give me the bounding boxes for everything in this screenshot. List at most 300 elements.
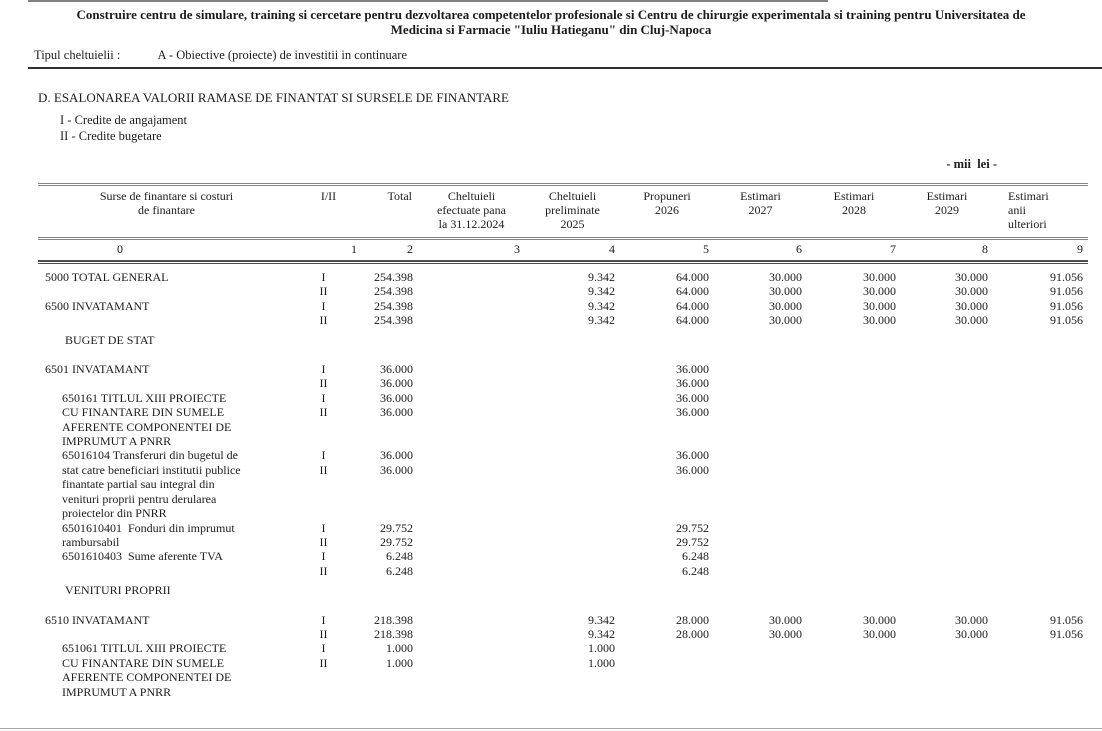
row-label: 5000 TOTAL GENERAL	[38, 261, 295, 284]
table-row	[38, 405, 1088, 419]
cell-value-col5: 64.000	[676, 313, 709, 328]
legend-credite-bugetare: II - Credite bugetare	[60, 129, 162, 143]
expense-type-label: Tipul cheltuielii :	[34, 48, 121, 62]
cell-value-col7	[807, 420, 901, 434]
cell-value-col2	[362, 685, 418, 699]
cell-value-col7	[807, 362, 901, 376]
cell-value-col2	[362, 333, 418, 347]
cell-value-col5: 36.000	[676, 390, 709, 405]
table-header	[38, 183, 1088, 240]
cell-value-col8	[901, 448, 993, 462]
cell-value-col8	[901, 420, 993, 434]
cell-value-col8	[901, 549, 993, 563]
cell-value-col4	[525, 477, 620, 491]
cell-value-col2: 218.398	[374, 626, 413, 641]
cell-value-col6: 30.000	[769, 313, 802, 328]
cell-value-col6: 30.000	[769, 612, 802, 627]
cell-value-col5: 36.000	[676, 405, 709, 420]
cell-value-col8	[901, 434, 993, 448]
cell-value-col6: 30.000	[769, 298, 802, 313]
cell-value-col7	[807, 492, 901, 506]
cell-value-col3	[418, 376, 525, 390]
cell-value-col3	[418, 299, 525, 313]
cell-value-col2: 29.752	[380, 534, 413, 549]
cell-value-col6	[714, 583, 807, 597]
table-row	[38, 376, 1088, 390]
cell-value-col3	[418, 613, 525, 627]
cell-value-col5: 36.000	[676, 362, 709, 377]
cell-value-col4	[525, 583, 620, 597]
cell-value-col5: 28.000	[676, 612, 709, 627]
table-row	[38, 362, 1088, 376]
credit-type: II	[319, 313, 328, 328]
row-label: 650161 TITLUL XIII PROIECTE	[62, 390, 227, 405]
currency-unit-label: - mii lei -	[946, 157, 997, 171]
cell-value-col3	[418, 656, 525, 670]
cell-value-col7: 30.000	[863, 612, 896, 627]
cell-value-col5	[620, 583, 714, 597]
cell-value-col2: 1.000	[386, 641, 413, 656]
cell-value-col2: 254.398	[374, 313, 413, 328]
cell-value-col7	[807, 549, 901, 563]
cell-value-col6	[714, 463, 807, 477]
col-header-8: Estimari 2029	[901, 183, 993, 240]
table-row	[38, 627, 1088, 641]
cell-value-col5: 36.000	[676, 462, 709, 477]
cell-value-col3	[418, 670, 525, 684]
cell-value-col8	[901, 405, 993, 419]
credit-type: I	[295, 261, 362, 284]
row-label: rambursabil	[62, 534, 120, 549]
cell-value-col3	[418, 284, 525, 298]
row-label: 6510 INVATAMANT	[45, 612, 150, 627]
col-header-2: Total	[362, 183, 418, 240]
cell-value-col3	[418, 477, 525, 491]
row-label	[38, 376, 295, 390]
row-label: 6500 INVATAMANT	[45, 298, 150, 313]
row-label	[38, 284, 295, 298]
cell-value-col9: 91.056	[993, 261, 1088, 284]
cell-value-col9: 91.056	[1050, 284, 1083, 299]
cell-value-col8	[901, 463, 993, 477]
table-row	[38, 420, 1088, 434]
cell-value-col9	[993, 391, 1088, 405]
cell-value-col8: 30.000	[955, 284, 988, 299]
cell-value-col9	[993, 564, 1088, 578]
cell-value-col9	[993, 477, 1088, 491]
row-label: stat catre beneficiari institutii publice	[62, 462, 241, 477]
cell-value-col3	[418, 535, 525, 549]
cell-value-col6	[714, 420, 807, 434]
credit-type: I	[321, 612, 326, 627]
table-row	[38, 463, 1088, 477]
cell-value-col7	[807, 583, 901, 597]
cell-value-col9	[993, 685, 1088, 699]
row-label	[38, 313, 295, 327]
cell-value-col3	[418, 405, 525, 419]
cell-value-col5: 6.248	[682, 563, 709, 578]
cell-value-col2: 254.398	[374, 298, 413, 313]
cell-value-col7	[807, 333, 901, 347]
cell-value-col5	[620, 477, 714, 491]
cell-value-col5: 29.752	[676, 534, 709, 549]
cell-value-col9	[993, 506, 1088, 520]
cell-value-col4	[525, 463, 620, 477]
cell-value-col4	[525, 333, 620, 347]
cell-value-col5: 28.000	[676, 626, 709, 641]
col-header-1: I/II	[295, 183, 362, 240]
cell-value-col4	[525, 535, 620, 549]
col-header-9: Estimari anii ulteriori	[993, 183, 1088, 240]
table-row	[38, 670, 1088, 684]
table-row	[38, 261, 1088, 284]
cell-value-col5	[620, 420, 714, 434]
cell-value-col9	[993, 670, 1088, 684]
cell-value-col4	[525, 376, 620, 390]
document-title	[0, 0, 1102, 37]
row-label: BUGET DE STAT	[65, 332, 155, 347]
cell-value-col7: 30.000	[863, 626, 896, 641]
cell-value-col7	[807, 564, 901, 578]
row-label	[38, 564, 295, 578]
cell-value-col2	[362, 477, 418, 491]
credit-type: I	[321, 298, 326, 313]
cell-value-col4	[525, 362, 620, 376]
cell-value-col6	[714, 434, 807, 448]
credit-type: II	[319, 405, 328, 420]
cell-value-col8: 30.000	[955, 298, 988, 313]
cell-value-col2: 36.000	[380, 376, 413, 391]
cell-value-col7: 30.000	[863, 298, 896, 313]
cell-value-col9	[993, 521, 1088, 535]
cell-value-col2: 254.398	[362, 261, 418, 284]
cell-value-col2: 254.398	[374, 284, 413, 299]
table-row	[38, 564, 1088, 578]
cell-value-col8	[901, 492, 993, 506]
credit-type: I	[321, 549, 326, 564]
cell-value-col9: 91.056	[1050, 313, 1083, 328]
spacer-cell	[38, 598, 1088, 613]
cell-value-col2: 36.000	[380, 362, 413, 377]
cell-value-col9	[993, 434, 1088, 448]
col-index-2: 2	[362, 240, 418, 261]
cell-value-col6	[714, 376, 807, 390]
credit-type: II	[319, 376, 328, 391]
cell-value-col5: 64.000	[676, 284, 709, 299]
cell-value-col3	[418, 362, 525, 376]
cell-value-col6	[714, 506, 807, 520]
cell-value-col4	[525, 434, 620, 448]
cell-value-col3	[418, 261, 525, 284]
row-label: 651061 TITLUL XIII PROIECTE	[62, 641, 227, 656]
credit-type: II	[319, 534, 328, 549]
cell-value-col5	[620, 506, 714, 520]
table-row	[38, 583, 1088, 597]
credit-type: I	[321, 362, 326, 377]
cell-value-col9	[993, 405, 1088, 419]
row-label: CU FINANTARE DIN SUMELE	[62, 405, 225, 420]
cell-value-col3	[418, 463, 525, 477]
credit-type	[295, 506, 362, 520]
cell-value-col9	[993, 535, 1088, 549]
cell-value-col9	[993, 448, 1088, 462]
credit-type	[295, 583, 362, 597]
cell-value-col2: 1.000	[386, 655, 413, 670]
cell-value-col3	[418, 333, 525, 347]
cell-value-col6	[714, 564, 807, 578]
cell-value-col9	[993, 376, 1088, 390]
cell-value-col2: 36.000	[380, 448, 413, 463]
cell-value-col4: 1.000	[588, 655, 615, 670]
cell-value-col3	[418, 420, 525, 434]
table-body	[38, 240, 1088, 699]
credit-type: II	[319, 563, 328, 578]
cell-value-col2: 29.752	[380, 520, 413, 535]
row-label: IMPRUMUT A PNRR	[62, 434, 172, 449]
credit-type: II	[319, 655, 328, 670]
scan-edge-artifact	[28, 0, 828, 2]
cell-value-col7	[807, 477, 901, 491]
cell-value-col7: 30.000	[863, 284, 896, 299]
cell-value-col9	[993, 549, 1088, 563]
cell-value-col2	[362, 583, 418, 597]
table-row	[38, 535, 1088, 549]
cell-value-col4	[525, 685, 620, 699]
cell-value-col8	[901, 641, 993, 655]
cell-value-col7	[807, 463, 901, 477]
cell-value-col5	[620, 685, 714, 699]
col-index-0: 0	[38, 240, 295, 261]
cell-value-col8	[901, 583, 993, 597]
cell-value-col4	[525, 492, 620, 506]
table-row	[38, 333, 1088, 347]
col-header-0: Surse de finantare si costuri de finantare	[38, 183, 295, 240]
cell-value-col4: 9.342	[588, 612, 615, 627]
col-index-6: 6	[714, 240, 807, 261]
cell-value-col7: 30.000	[863, 313, 896, 328]
cell-value-col3	[418, 492, 525, 506]
col-index-1: 1	[295, 240, 362, 261]
cell-value-col2	[362, 506, 418, 520]
cell-value-col3	[418, 549, 525, 563]
cell-value-col8: 30.000	[955, 626, 988, 641]
row-label: VENITURI PROPRII	[65, 583, 171, 598]
col-header-3: Cheltuieli efectuate pana la 31.12.2024	[418, 183, 525, 240]
cell-value-col2	[362, 492, 418, 506]
cell-value-col6	[714, 333, 807, 347]
spacer-row	[38, 347, 1088, 362]
cell-value-col7	[807, 641, 901, 655]
cell-value-col7	[807, 535, 901, 549]
cell-value-col4	[525, 670, 620, 684]
cell-value-col3	[418, 434, 525, 448]
cell-value-col4	[525, 549, 620, 563]
row-label: CU FINANTARE DIN SUMELE	[62, 655, 225, 670]
cell-value-col2: 6.248	[386, 549, 413, 564]
credit-type	[295, 670, 362, 684]
cell-value-col8: 30.000	[955, 313, 988, 328]
cell-value-col8	[901, 362, 993, 376]
spacer-cell	[38, 347, 1088, 362]
row-label: AFERENTE COMPONENTEI DE	[62, 419, 232, 434]
cell-value-col9	[993, 641, 1088, 655]
cell-value-col5: 36.000	[676, 376, 709, 391]
cell-value-col5	[620, 641, 714, 655]
cell-value-col3	[418, 627, 525, 641]
cell-value-col5: 64.000	[676, 298, 709, 313]
col-header-6: Estimari 2027	[714, 183, 807, 240]
expense-type-value: A - Obiective (proiecte) de investitii in continuare	[157, 48, 408, 62]
credit-type	[295, 492, 362, 506]
cell-value-col9	[993, 333, 1088, 347]
cell-value-col2	[362, 670, 418, 684]
cell-value-col6	[714, 670, 807, 684]
col-index-7: 7	[807, 240, 901, 261]
cell-value-col6	[714, 448, 807, 462]
credit-type: I	[321, 448, 326, 463]
cell-value-col6	[714, 405, 807, 419]
col-index-3: 3	[418, 240, 525, 261]
credit-type: II	[319, 626, 328, 641]
row-label: 65016104 Transferuri din bugetul de	[62, 448, 238, 463]
title-line-1: Construire centru de simulare, training si cercetare pentru dezvoltarea competentelor profesionale si Centru de chirurgie experimentala si training pentru Universitatea de	[76, 7, 1026, 22]
credit-type: I	[321, 520, 326, 535]
row-label: IMPRUMUT A PNRR	[62, 684, 172, 699]
cell-value-col3	[418, 583, 525, 597]
cell-value-col4	[525, 448, 620, 462]
cell-value-col6: 30.000	[769, 626, 802, 641]
row-label: proiectelor din PNRR	[62, 506, 167, 521]
cell-value-col9: 91.056	[1050, 626, 1083, 641]
cell-value-col6	[714, 549, 807, 563]
cell-value-col9: 91.056	[1050, 612, 1083, 627]
table-row	[38, 434, 1088, 448]
credit-type	[295, 477, 362, 491]
cell-value-col2	[362, 434, 418, 448]
col-index-5: 5	[620, 240, 714, 261]
cell-value-col2	[362, 420, 418, 434]
cell-value-col8	[901, 333, 993, 347]
cell-value-col6	[714, 535, 807, 549]
cell-value-col4: 9.342	[588, 313, 615, 328]
row-label: AFERENTE COMPONENTEI DE	[62, 670, 232, 685]
table-row	[38, 391, 1088, 405]
expense-type-row	[28, 48, 1102, 69]
cell-value-col3	[418, 448, 525, 462]
cell-value-col4	[525, 391, 620, 405]
credit-type	[295, 685, 362, 699]
col-index-4: 4	[525, 240, 620, 261]
cell-value-col6	[714, 477, 807, 491]
cell-value-col7	[807, 656, 901, 670]
col-index-9: 9	[993, 240, 1088, 261]
cell-value-col3	[418, 564, 525, 578]
cell-value-col9	[993, 420, 1088, 434]
row-label: 6501610403 Sume aferente TVA	[62, 549, 223, 564]
cell-value-col5	[620, 670, 714, 684]
col-header-5: Propuneri 2026	[620, 183, 714, 240]
cell-value-col3	[418, 313, 525, 327]
cell-value-col4: 9.342	[588, 284, 615, 299]
cell-value-col2: 218.398	[374, 612, 413, 627]
cell-value-col4	[525, 405, 620, 419]
cell-value-col3	[418, 685, 525, 699]
cell-value-col9	[993, 492, 1088, 506]
cell-value-col4: 9.342	[588, 626, 615, 641]
cell-value-col8	[901, 656, 993, 670]
cell-value-col8	[901, 506, 993, 520]
cell-value-col6	[714, 492, 807, 506]
row-label: 6501 INVATAMANT	[45, 362, 150, 377]
cell-value-col5	[620, 333, 714, 347]
table-row	[38, 641, 1088, 655]
cell-value-col7	[807, 391, 901, 405]
cell-value-col2: 36.000	[380, 405, 413, 420]
cell-value-col8	[901, 376, 993, 390]
title-line-2: Medicina si Farmacie "Iuliu Hatieganu" din Cluj-Napoca	[390, 22, 712, 37]
table-row	[38, 521, 1088, 535]
cell-value-col7	[807, 521, 901, 535]
cell-value-col5	[620, 492, 714, 506]
cell-value-col5: 29.752	[676, 520, 709, 535]
credit-type	[295, 333, 362, 347]
table-row	[38, 656, 1088, 670]
cell-value-col8	[901, 535, 993, 549]
cell-value-col2: 36.000	[380, 390, 413, 405]
cell-value-col3	[418, 506, 525, 520]
cell-value-col7	[807, 670, 901, 684]
cell-value-col4: 9.342	[525, 261, 620, 284]
column-index-row	[38, 240, 1088, 261]
financing-schedule-table	[38, 183, 1088, 699]
cell-value-col8: 30.000	[955, 612, 988, 627]
cell-value-col2: 6.248	[386, 563, 413, 578]
credit-type: II	[319, 284, 328, 299]
col-header-4: Cheltuieli preliminate 2025	[525, 183, 620, 240]
cell-value-col7	[807, 376, 901, 390]
cell-value-col4: 9.342	[588, 298, 615, 313]
table-row	[38, 685, 1088, 699]
cell-value-col7	[807, 685, 901, 699]
cell-value-col7	[807, 448, 901, 462]
cell-value-col4	[525, 564, 620, 578]
table-row	[38, 313, 1088, 327]
cell-value-col5	[620, 656, 714, 670]
cell-value-col2: 36.000	[380, 462, 413, 477]
cell-value-col9: 91.056	[1050, 298, 1083, 313]
table-row	[38, 284, 1088, 298]
table-row	[38, 477, 1088, 491]
credit-type: II	[319, 462, 328, 477]
col-index-8: 8	[901, 240, 993, 261]
credit-type: I	[321, 641, 326, 656]
cell-value-col3	[418, 391, 525, 405]
cell-value-col7	[807, 405, 901, 419]
page-bottom-rule	[0, 728, 1102, 729]
cell-value-col6	[714, 641, 807, 655]
cell-value-col9	[993, 583, 1088, 597]
credit-type: I	[321, 390, 326, 405]
table-row	[38, 492, 1088, 506]
spacer-row	[38, 598, 1088, 613]
legend-credite-angajament: I - Credite de angajament	[60, 113, 188, 127]
cell-value-col8	[901, 685, 993, 699]
cell-value-col8	[901, 477, 993, 491]
cell-value-col5: 64.000	[620, 261, 714, 284]
cell-value-col9	[993, 362, 1088, 376]
cell-value-col8	[901, 521, 993, 535]
cell-value-col7	[807, 434, 901, 448]
